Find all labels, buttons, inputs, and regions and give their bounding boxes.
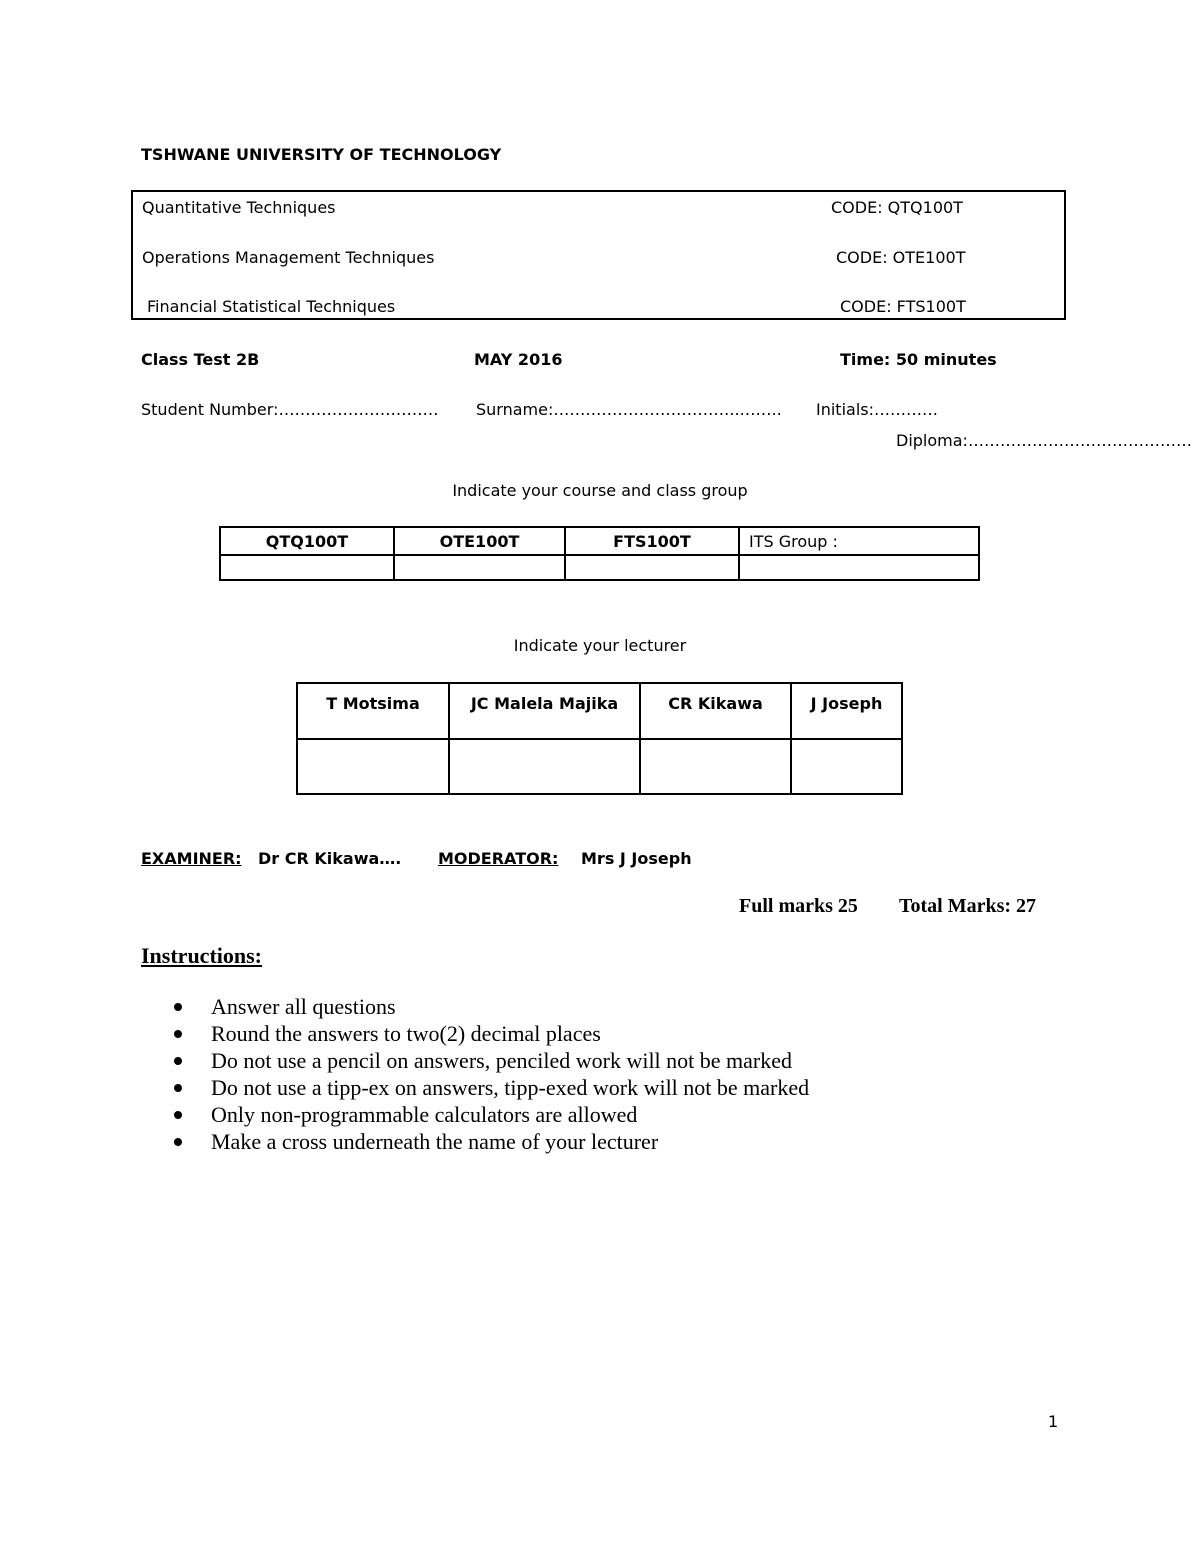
lecturer-name-malela-majika: JC Malela Majika xyxy=(449,683,640,739)
lecturer-prompt: Indicate your lecturer xyxy=(513,636,687,655)
course-group-cell-its[interactable] xyxy=(739,555,979,580)
course-group-header-ote: OTE100T xyxy=(394,527,565,555)
lecturer-name-kikawa: CR Kikawa xyxy=(640,683,791,739)
instruction-item: Only non-programmable calculators are allowed xyxy=(172,1101,809,1128)
bullet-icon xyxy=(174,1084,182,1092)
course-group-prompt: Indicate your course and class group xyxy=(452,481,748,500)
instruction-item: Do not use a pencil on answers, penciled work will not be marked xyxy=(172,1047,809,1074)
course-code-2: CODE: OTE100T xyxy=(836,248,966,267)
page-number: 1 xyxy=(1048,1412,1059,1431)
lecturer-name-motsima: T Motsima xyxy=(297,683,449,739)
lecturer-cell-kikawa[interactable] xyxy=(640,739,791,794)
surname-field[interactable]: Surname:……………………………..…….. xyxy=(476,400,782,419)
instruction-item: Do not use a tipp-ex on answers, tipp-exed work will not be marked xyxy=(172,1074,809,1101)
course-group-cell-ote[interactable] xyxy=(394,555,565,580)
course-group-cell-qtq[interactable] xyxy=(220,555,394,580)
course-group-cell-fts[interactable] xyxy=(565,555,739,580)
bullet-icon xyxy=(174,1138,182,1146)
lecturer-cell-malela-majika[interactable] xyxy=(449,739,640,794)
diploma-field[interactable]: Diploma:…………………………………… xyxy=(896,431,1192,450)
instruction-item: Answer all questions xyxy=(172,993,809,1020)
lecturer-table xyxy=(296,682,903,795)
bullet-icon xyxy=(174,1003,182,1011)
course-group-header-qtq: QTQ100T xyxy=(220,527,394,555)
course-code-3: CODE: FTS100T xyxy=(840,297,966,316)
lecturer-cell-joseph[interactable] xyxy=(791,739,902,794)
bullet-icon xyxy=(174,1057,182,1065)
moderator-name: Mrs J Joseph xyxy=(581,849,692,868)
moderator-label: MODERATOR: xyxy=(438,849,559,868)
total-marks: Total Marks: 27 xyxy=(899,895,1037,917)
lecturer-cell-motsima[interactable] xyxy=(297,739,449,794)
bullet-icon xyxy=(174,1030,182,1038)
instructions-heading: Instructions: xyxy=(141,943,263,968)
test-time: Time: 50 minutes xyxy=(840,350,997,369)
examiner-name: Dr CR Kikawa…. xyxy=(258,849,402,868)
instruction-item: Make a cross underneath the name of your lecturer xyxy=(172,1128,809,1155)
course-name-3: Financial Statistical Techniques xyxy=(147,297,396,316)
course-group-header-fts: FTS100T xyxy=(565,527,739,555)
test-date: MAY 2016 xyxy=(474,350,563,369)
institution-title: TSHWANE UNIVERSITY OF TECHNOLOGY xyxy=(141,145,502,164)
test-title: Class Test 2B xyxy=(141,350,260,369)
initials-field[interactable]: Initials:………… xyxy=(816,400,938,419)
course-code-1: CODE: QTQ100T xyxy=(831,198,963,217)
examiner-label: EXAMINER: xyxy=(141,849,242,868)
instructions-list xyxy=(172,993,809,1155)
course-name-1: Quantitative Techniques xyxy=(142,198,336,217)
student-number-field[interactable]: Student Number:………………………… xyxy=(141,400,439,419)
course-name-2: Operations Management Techniques xyxy=(142,248,435,267)
bullet-icon xyxy=(174,1111,182,1119)
course-group-table xyxy=(219,526,980,581)
instruction-item: Round the answers to two(2) decimal places xyxy=(172,1020,809,1047)
lecturer-name-joseph: J Joseph xyxy=(791,683,902,739)
full-marks: Full marks 25 xyxy=(739,895,858,917)
course-group-header-its: ITS Group : xyxy=(739,527,979,555)
